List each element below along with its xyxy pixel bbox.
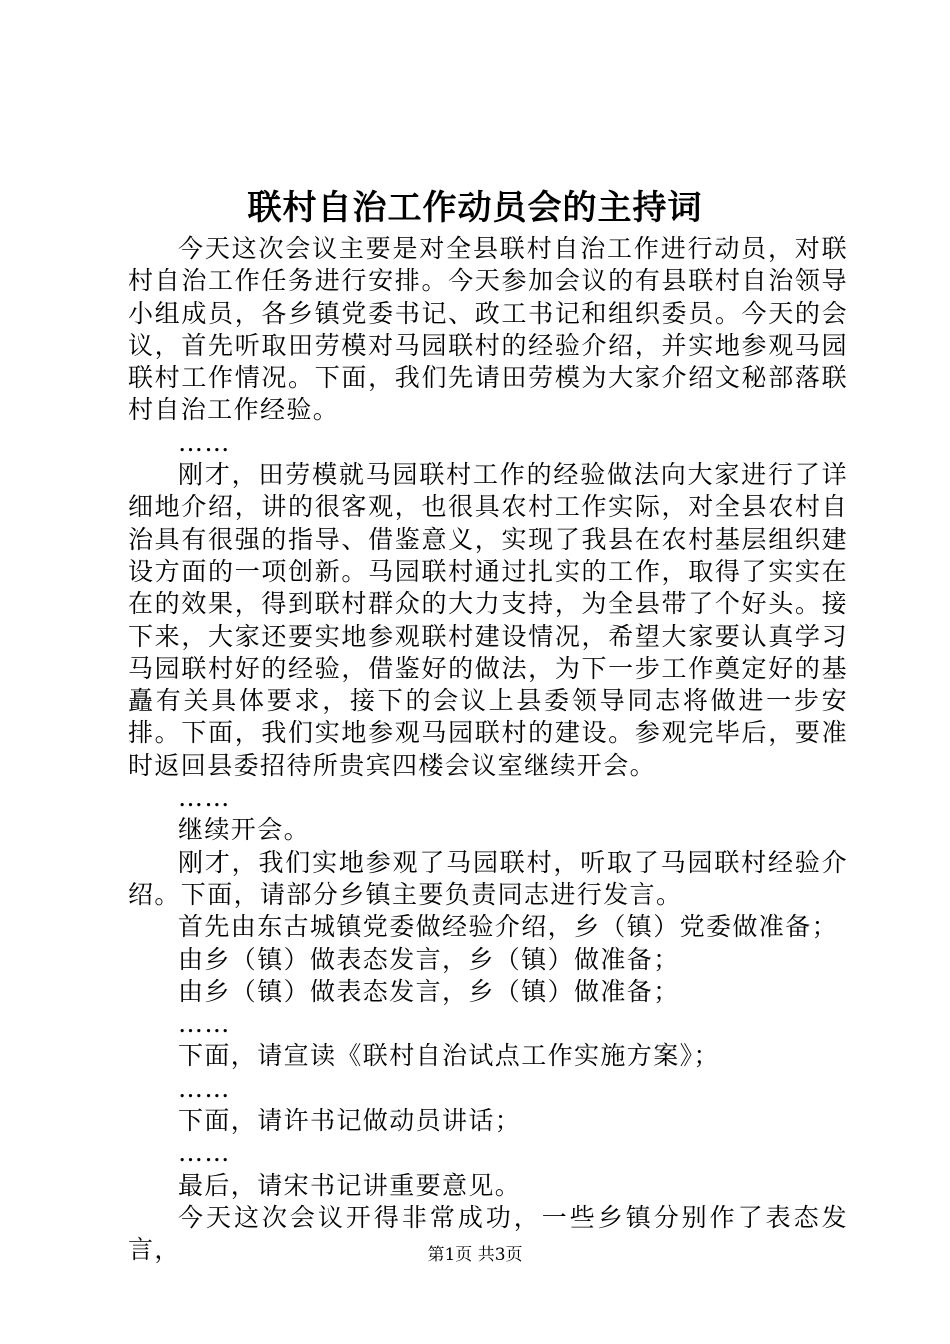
paragraph-mobilization-speech: 下面，请许书记做动员讲话； — [178, 1106, 522, 1136]
paragraph-ellipsis: …… — [178, 1073, 231, 1103]
document-body — [128, 233, 848, 1267]
page-footer: 第1页 共3页 — [427, 1245, 523, 1265]
paragraph-speeches-intro: 刚才，我们实地参观了马园联村，听取了马园联村经验介绍。下面，请部分乡镇主要负责同志进行发言。 — [128, 847, 848, 909]
paragraph-ellipsis: …… — [178, 427, 231, 457]
paragraph-speaker-1: 首先由东古城镇党委做经验介绍，乡（镇）党委做准备； — [178, 912, 839, 942]
document-title: 联村自治工作动员会的主持词 — [247, 188, 703, 228]
paragraph-final-remarks: 最后，请宋书记讲重要意见。 — [178, 1170, 522, 1200]
paragraph-ellipsis: …… — [178, 1138, 231, 1168]
paragraph-closing: 今天这次会议开得非常成功，一些乡镇分别作了表态发言， — [128, 1202, 848, 1265]
paragraph-plan-reading: 下面，请宣读《联村自治试点工作实施方案》； — [178, 1041, 720, 1071]
paragraph-speaker-3: 由乡（镇）做表态发言，乡（镇）做准备； — [178, 976, 680, 1006]
paragraph-speaker-2: 由乡（镇）做表态发言，乡（镇）做准备； — [178, 944, 680, 974]
paragraph-ellipsis: …… — [178, 1009, 231, 1039]
paragraph-visit: 刚才，田劳模就马园联村工作的经验做法向大家进行了详细地介绍，讲的很客观，也很具农村工作实际，对全县农村自治具有很强的指导、借鉴意义，实现了我县在农村基层组织建设方面的一项创新。马园联村通过扎实的工作，取得了实实在在的效果，得到联村群众的大力支持，为全县带了个好头。接下来，大家还要实地参观联村建设情况，希望大家要认真学习马园联村好的经验，借鉴好的做法，为下一步工作奠定好的基矗有关具体要求，接下的会议上县委领导同志将做进一步安排。下面，我们实地参观马园联村的建设。参观完毕后，要准时返回县委招待所贵宾四楼会议室继续开会。 — [128, 460, 848, 780]
paragraph-continue: 继续开会。 — [178, 815, 311, 845]
paragraph-ellipsis: …… — [178, 783, 231, 813]
paragraph-opening: 今天这次会议主要是对全县联村自治工作进行动员，对联村自治工作任务进行安排。今天参加会议的有县联村自治领导小组成员，各乡镇党委书记、政工书记和组织委员。今天的会议，首先听取田劳模对马园联村的经验介绍，并实地参观马园联村工作情况。下面，我们先请田劳模为大家介绍文秘部落联村自治工作经验。 — [128, 234, 848, 425]
